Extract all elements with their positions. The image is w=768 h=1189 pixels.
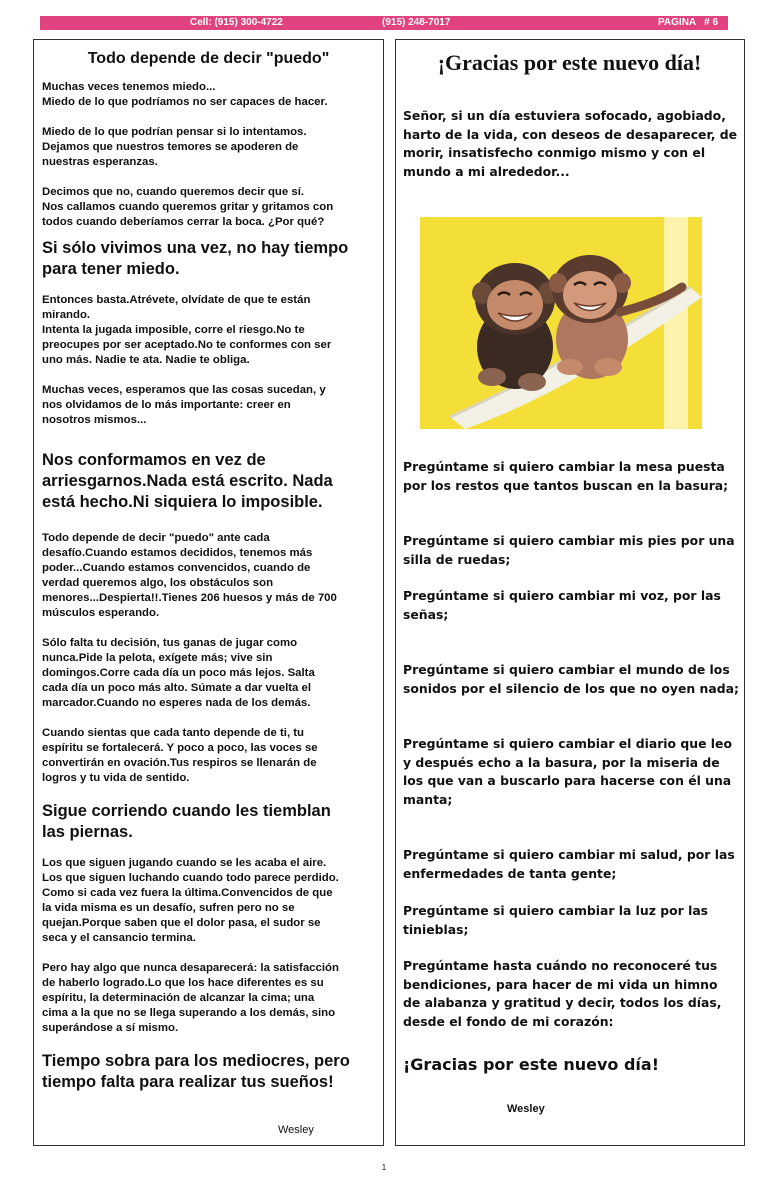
left-signature: Wesley <box>278 1124 314 1136</box>
question-paragraph: Pregúntame si quiero cambiar mi salud, por las enfermedades de tanta gente; <box>403 847 735 881</box>
paragraph: Entonces basta.Atrévete, olvídate de que te están mirando. Intenta la jugada imposible, corre el riesgo.No te preocupes por ser aceptado.No te conformes con ser uno más. Nadie te ata. Nadie te obliga. <box>42 294 332 366</box>
question-paragraph: Pregúntame si quiero cambiar el diario que leo y después echo a la basura, por la miseria de los que van a buscarlo para hacerse con él una manta; <box>403 736 732 807</box>
paragraph: Muchas veces tenemos miedo... Miedo de lo que podríamos no ser capaces de hacer. <box>42 81 328 108</box>
question-paragraph: Pregúntame si quiero cambiar la luz por las tinieblas; <box>403 903 709 937</box>
left-article <box>33 39 384 1146</box>
subheading: Sigue corriendo cuando les tiemblan las piernas. <box>42 802 331 841</box>
subheading: Nos conformamos en vez de arriesgarnos.Nada está escrito. Nada está hecho.Ni siquiera lo imposible. <box>42 451 333 511</box>
question-paragraph: Pregúntame hasta cuándo no reconoceré tus bendiciones, para hacer de mi vida un himno de alabanza y gratitud y decir, todos los días, desde el fondo de mi corazón: <box>403 958 722 1029</box>
paragraph: Miedo de lo que podrían pensar si lo intentamos. Dejamos que nuestros temores se apoderen de nuestras esperanzas. <box>42 126 307 168</box>
monkeys-photo <box>420 217 702 429</box>
paragraph: Cuando sientas que cada tanto depende de ti, tu espíritu se fortalecerá. Y poco a poco, las voces se convertirán en ovación.Tus respiros se llenarán de logros y tu vida de sentido. <box>42 727 318 784</box>
paragraph: Los que siguen jugando cuando se les acaba el aire. Los que siguen luchando cuando todo parece perdido. Como si cada vez fuera la última.Convencidos de que la vida misma es un desafío, sufren pero no se quejan.Porque saben que el dolor pasa, el sudor se seca y el cansancio termina. <box>42 857 339 944</box>
left-article-title: Todo depende de decir "puedo" <box>87 50 330 67</box>
question-paragraph: Pregúntame si quiero cambiar mi voz, por las señas; <box>403 588 721 622</box>
header-phone: (915) 248-7017 <box>382 17 451 28</box>
paragraph: Todo depende de decir "puedo" ante cada desafío.Cuando estamos decididos, tenemos más poder...Cuando estamos convencidos, cuando de verdad queremos algo, los obstáculos son menores...Despierta!!.Tienes 206 huesos y más de 700 músculos esperando. <box>42 532 337 619</box>
right-signature: Wesley <box>507 1103 545 1115</box>
paragraph: Decimos que no, cuando queremos decir que sí. Nos callamos cuando queremos gritar y gritamos con todos cuando deberíamos cerrar la boca. ¿Por qué? <box>42 186 334 228</box>
intro-paragraph: Señor, si un día estuviera sofocado, agobiado, harto de la vida, con deseos de desaparecer, de morir, insatisfecho conmigo mismo y con el mundo a mi alrededor... <box>403 108 738 179</box>
paragraph: Sólo falta tu decisión, tus ganas de jugar como nunca.Pide la pelota, exígete más; vive sin domingos.Corre cada día un poco más lejos. Salta cada día un poco más alto. Súmate a dar vuelta el marcador.Cuando no esperes nada de los demás. <box>42 637 315 709</box>
right-article-title: ¡Gracias por este nuevo día! <box>437 50 702 75</box>
closing-heading: Tiempo sobra para los mediocres, pero tiempo falta para realizar tus sueños! <box>42 1052 350 1091</box>
question-paragraph: Pregúntame si quiero cambiar la mesa puesta por los restos que tantos buscan en la basura; <box>403 459 729 493</box>
question-paragraph: Pregúntame si quiero cambiar mis pies por una silla de ruedas; <box>403 533 735 567</box>
paragraph: Pero hay algo que nunca desaparecerá: la satisfacción de haberlo logrado.Lo que los hace diferentes es su espíritu, la determinación de alcanzar la cima; una cima a la que no se llega superando a los demás, sino superándose a sí mismo. <box>42 962 339 1034</box>
page-number: 1 <box>381 1163 387 1172</box>
header-page-label: PAGINA # 6 <box>658 17 719 28</box>
header-cell-phone: Cell: (915) 300-4722 <box>190 17 283 28</box>
paragraph: Muchas veces, esperamos que las cosas sucedan, y nos olvidamos de lo más importante: creer en nosotros mismos... <box>42 384 326 426</box>
header-bar <box>40 16 728 30</box>
question-paragraph: Pregúntame si quiero cambiar el mundo de los sonidos por el silencio de los que no oyen nada; <box>403 662 739 696</box>
right-article <box>395 39 745 1146</box>
subheading: Si sólo vivimos una vez, no hay tiempo para tener miedo. <box>42 239 349 278</box>
right-closing: ¡Gracias por este nuevo día! <box>403 1055 659 1074</box>
